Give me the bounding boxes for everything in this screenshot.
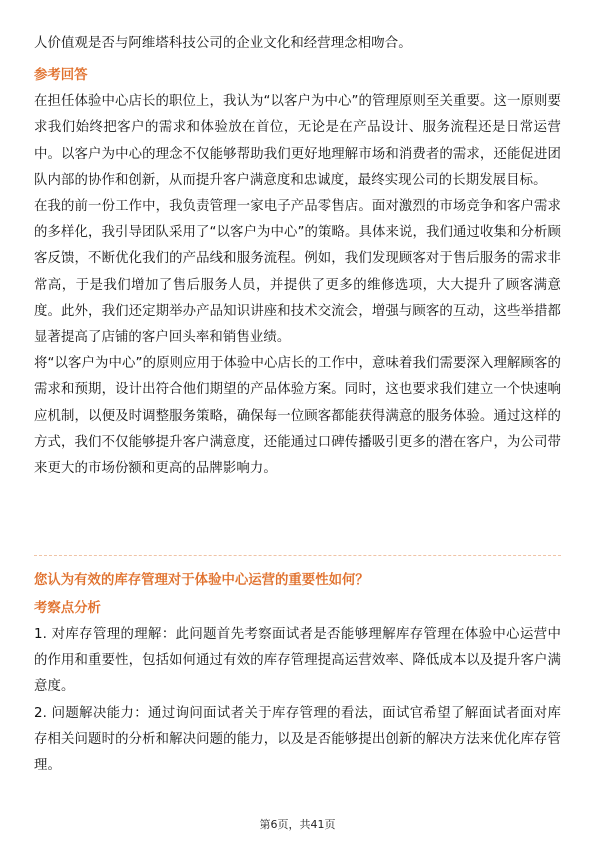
section-divider <box>34 555 561 556</box>
analysis-item-1: 1. 对库存管理的理解：此问题首先考察面试者是否能够理解库存管理在体验中心运营中的作用和重要性，包括如何通过有效的库存管理提高运营效率、降低成本以及提升客户满意度。 <box>34 627 561 695</box>
analysis-item-2: 2. 问题解决能力：通过询问面试者关于库存管理的看法，面试官希望了解面试者面对库存相关问题时的分析和解决问题的能力，以及是否能够提出创新的解决方法来优化库存管理。 <box>34 705 561 774</box>
question-heading: 您认为有效的库存管理对于体验中心运营的重要性如何？ <box>34 573 369 588</box>
analysis-heading: 考察点分析 <box>34 601 101 616</box>
answer-paragraph-3: 将“以客户为中心”的原则应用于体验中心店长的工作中，意味着我们需要深入理解顾客的需求和预期，设计出符合他们期望的产品体验方案。同时，这也要求我们建立一个快速响应机制，以便及时调整服务策略，确保每一位顾客都能获得满意的服务体验。通过这样的方式，我们不仅能够提升客户满意度，还能通过口碑传播吸引更多的潜在客户，为公司带来更大的市场份额和更高的品牌影响力。 <box>34 356 561 477</box>
question-section <box>34 568 561 779</box>
page-number: 第6页，共41页 <box>259 818 336 831</box>
answer-paragraph-2: 在我的前一份工作中，我负责管理一家电子产品零售店。面对激烈的市场竞争和客户需求的多样化，我引导团队采用了“以客户为中心”的策略。具体来说，我们通过收集和分析顾客反馈，不断优化我们的产品线和服务流程。例如，我们发现顾客对于售后服务的需求非常高，于是我们增加了售后服务人员，并提供了更多的维修选项，大大提升了顾客满意度。此外，我们还定期举办产品知识讲座和技术交流会，增强与顾客的互动，这些举措都显著提高了店铺的客户回头率和销售业绩。 <box>34 199 561 346</box>
reference-answer-heading: 参考回答 <box>34 68 88 84</box>
page-content <box>34 31 561 482</box>
answer-paragraph-1: 在担任体验中心店长的职位上，我认为“以客户为中心”的管理原则至关重要。这一原则要求我们始终把客户的需求和体验放在首位，无论是在产品设计、服务流程还是日常运营中。以客户为中心的理念不仅能够帮助我们更好地理解市场和消费者的需求，还能促进团队内部的协作和创新，从而提升客户满意度和忠诚度，最终实现公司的长期发展目标。 <box>34 94 561 188</box>
intro-paragraph: 人价值观是否与阿维塔科技公司的企业文化和经营理念相吻合。 <box>34 36 412 51</box>
